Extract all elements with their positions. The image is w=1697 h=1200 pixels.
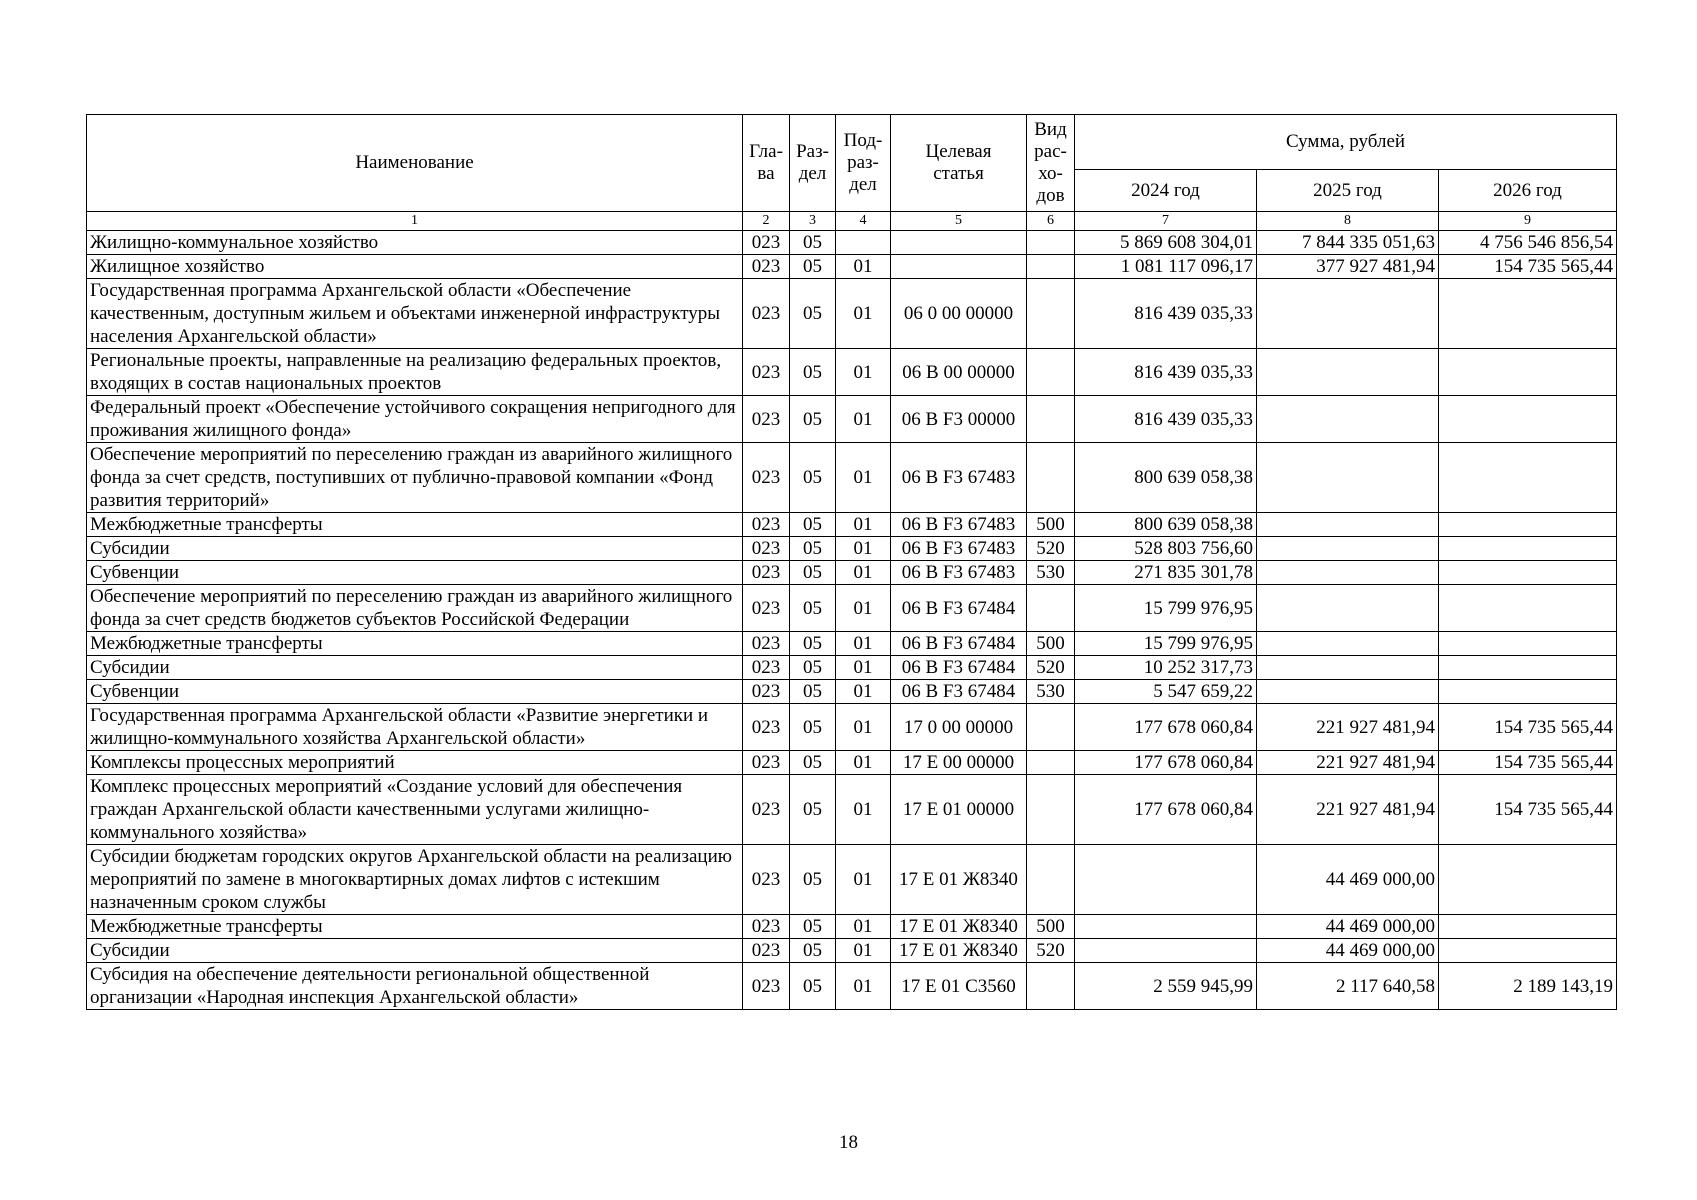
row-sum-2024 (1075, 915, 1257, 939)
row-sum-2024: 177 678 060,84 (1075, 704, 1257, 751)
row-podrazdel: 01 (836, 939, 891, 963)
row-podrazdel: 01 (836, 751, 891, 775)
row-podrazdel: 01 (836, 963, 891, 1010)
header-year-2024: 2024 год (1075, 170, 1257, 212)
row-sum-2025 (1257, 561, 1439, 585)
row-sum-2026: 154 735 565,44 (1439, 751, 1617, 775)
row-sum-2024: 800 639 058,38 (1075, 443, 1257, 513)
row-name: Субсидии (87, 537, 743, 561)
row-sum-2024: 15 799 976,95 (1075, 585, 1257, 632)
row-sum-2025: 377 927 481,94 (1257, 255, 1439, 279)
row-glava: 023 (743, 396, 790, 443)
table-row (87, 915, 1617, 939)
header-podrazdel: Под- раз- дел (836, 115, 891, 212)
row-celevaya-statya: 06 В F3 67484 (891, 585, 1027, 632)
table-row (87, 396, 1617, 443)
row-name: Субвенции (87, 561, 743, 585)
table-row (87, 561, 1617, 585)
row-sum-2026 (1439, 939, 1617, 963)
row-vid-rashodov: 530 (1027, 680, 1075, 704)
row-podrazdel: 01 (836, 680, 891, 704)
row-name: Государственная программа Архангельской области «Обеспечение качественным, доступным жильем и объектами инженерной инфраструктуры населения Архангельской области» (87, 279, 743, 349)
row-name: Обеспечение мероприятий по переселению граждан из аварийного жилищного фонда за счет средств бюджетов субъектов Российской Федерации (87, 585, 743, 632)
row-podrazdel: 01 (836, 255, 891, 279)
row-sum-2024: 5 547 659,22 (1075, 680, 1257, 704)
row-glava: 023 (743, 255, 790, 279)
row-celevaya-statya: 17 Е 00 00000 (891, 751, 1027, 775)
row-razdel: 05 (790, 680, 836, 704)
row-vid-rashodov (1027, 704, 1075, 751)
row-celevaya-statya: 06 0 00 00000 (891, 279, 1027, 349)
header-summa: Сумма, рублей (1075, 115, 1617, 170)
row-razdel: 05 (790, 513, 836, 537)
row-name: Федеральный проект «Обеспечение устойчивого сокращения непригодного для проживания жилищного фонда» (87, 396, 743, 443)
row-sum-2025: 44 469 000,00 (1257, 939, 1439, 963)
row-sum-2024: 5 869 608 304,01 (1075, 231, 1257, 255)
column-number: 9 (1439, 212, 1617, 231)
row-celevaya-statya: 06 В F3 67484 (891, 632, 1027, 656)
column-numbers-row (87, 212, 1617, 231)
row-vid-rashodov (1027, 845, 1075, 915)
budget-table (86, 114, 1617, 1010)
header-year-2025: 2025 год (1257, 170, 1439, 212)
row-vid-rashodov (1027, 585, 1075, 632)
row-sum-2026 (1439, 513, 1617, 537)
row-vid-rashodov: 520 (1027, 656, 1075, 680)
row-name: Комплексы процессных мероприятий (87, 751, 743, 775)
row-sum-2025 (1257, 585, 1439, 632)
row-sum-2026: 4 756 546 856,54 (1439, 231, 1617, 255)
row-sum-2024: 15 799 976,95 (1075, 632, 1257, 656)
column-number: 1 (87, 212, 743, 231)
row-razdel: 05 (790, 775, 836, 845)
row-sum-2025 (1257, 349, 1439, 396)
row-podrazdel (836, 231, 891, 255)
row-sum-2026 (1439, 585, 1617, 632)
row-sum-2026: 154 735 565,44 (1439, 775, 1617, 845)
column-number: 2 (743, 212, 790, 231)
row-name: Региональные проекты, направленные на реализацию федеральных проектов, входящих в состав национальных проектов (87, 349, 743, 396)
column-number: 7 (1075, 212, 1257, 231)
row-celevaya-statya (891, 231, 1027, 255)
row-sum-2025 (1257, 680, 1439, 704)
row-glava: 023 (743, 513, 790, 537)
row-vid-rashodov: 530 (1027, 561, 1075, 585)
column-number: 3 (790, 212, 836, 231)
budget-table-container (86, 114, 1616, 1010)
row-vid-rashodov: 520 (1027, 537, 1075, 561)
row-sum-2026 (1439, 632, 1617, 656)
row-vid-rashodov (1027, 443, 1075, 513)
row-sum-2026: 154 735 565,44 (1439, 255, 1617, 279)
table-row (87, 963, 1617, 1010)
row-sum-2024: 528 803 756,60 (1075, 537, 1257, 561)
header-year-2026: 2026 год (1439, 170, 1617, 212)
table-row (87, 513, 1617, 537)
table-row (87, 632, 1617, 656)
header-celevaya-statya: Целевая статья (891, 115, 1027, 212)
row-podrazdel: 01 (836, 349, 891, 396)
row-name: Межбюджетные трансферты (87, 632, 743, 656)
row-sum-2026 (1439, 561, 1617, 585)
row-sum-2026 (1439, 537, 1617, 561)
row-name: Жилищно-коммунальное хозяйство (87, 231, 743, 255)
row-razdel: 05 (790, 231, 836, 255)
row-glava: 023 (743, 537, 790, 561)
row-name: Субсидии (87, 939, 743, 963)
row-razdel: 05 (790, 704, 836, 751)
row-sum-2025: 44 469 000,00 (1257, 915, 1439, 939)
table-row (87, 231, 1617, 255)
table-row (87, 443, 1617, 513)
row-sum-2024: 800 639 058,38 (1075, 513, 1257, 537)
table-row (87, 751, 1617, 775)
header-glava: Гла- ва (743, 115, 790, 212)
row-celevaya-statya: 06 В F3 67483 (891, 561, 1027, 585)
row-sum-2026 (1439, 396, 1617, 443)
row-sum-2024: 177 678 060,84 (1075, 751, 1257, 775)
row-vid-rashodov (1027, 775, 1075, 845)
row-vid-rashodov: 500 (1027, 513, 1075, 537)
row-sum-2025: 44 469 000,00 (1257, 845, 1439, 915)
row-sum-2025 (1257, 443, 1439, 513)
row-name: Комплекс процессных мероприятий «Создание условий для обеспечения граждан Архангельской области качественными услугами жилищно-коммунального хозяйства» (87, 775, 743, 845)
row-name: Субсидии (87, 656, 743, 680)
column-number: 8 (1257, 212, 1439, 231)
row-vid-rashodov: 500 (1027, 632, 1075, 656)
row-razdel: 05 (790, 255, 836, 279)
row-sum-2024: 1 081 117 096,17 (1075, 255, 1257, 279)
column-number: 4 (836, 212, 891, 231)
row-celevaya-statya: 17 Е 01 Ж8340 (891, 845, 1027, 915)
row-name: Межбюджетные трансферты (87, 513, 743, 537)
row-podrazdel: 01 (836, 775, 891, 845)
table-row (87, 845, 1617, 915)
row-celevaya-statya: 17 Е 01 Ж8340 (891, 939, 1027, 963)
row-sum-2026: 2 189 143,19 (1439, 963, 1617, 1010)
table-row (87, 349, 1617, 396)
table-row (87, 680, 1617, 704)
row-vid-rashodov (1027, 231, 1075, 255)
row-sum-2026 (1439, 845, 1617, 915)
row-sum-2025: 221 927 481,94 (1257, 751, 1439, 775)
row-podrazdel: 01 (836, 513, 891, 537)
row-glava: 023 (743, 231, 790, 255)
row-sum-2025: 221 927 481,94 (1257, 775, 1439, 845)
row-sum-2025 (1257, 279, 1439, 349)
row-podrazdel: 01 (836, 396, 891, 443)
header-vid-rashodov: Вид рас- хо- дов (1027, 115, 1075, 212)
row-glava: 023 (743, 632, 790, 656)
row-celevaya-statya: 06 В F3 67484 (891, 656, 1027, 680)
row-podrazdel: 01 (836, 656, 891, 680)
row-glava: 023 (743, 939, 790, 963)
row-celevaya-statya: 06 В F3 67484 (891, 680, 1027, 704)
table-row (87, 255, 1617, 279)
row-razdel: 05 (790, 396, 836, 443)
row-sum-2025: 221 927 481,94 (1257, 704, 1439, 751)
row-celevaya-statya: 17 Е 01 Ж8340 (891, 915, 1027, 939)
row-vid-rashodov: 520 (1027, 939, 1075, 963)
table-row (87, 656, 1617, 680)
table-row (87, 585, 1617, 632)
row-celevaya-statya: 17 Е 01 00000 (891, 775, 1027, 845)
row-glava: 023 (743, 279, 790, 349)
row-name: Субсидии бюджетам городских округов Архангельской области на реализацию мероприятий по замене в многоквартирных домах лифтов с истекшим назначенным сроком службы (87, 845, 743, 915)
row-sum-2024: 177 678 060,84 (1075, 775, 1257, 845)
table-row (87, 939, 1617, 963)
row-sum-2024: 816 439 035,33 (1075, 279, 1257, 349)
row-podrazdel: 01 (836, 585, 891, 632)
row-name: Субсидия на обеспечение деятельности региональной общественной организации «Народная инспекция Архангельской области» (87, 963, 743, 1010)
table-body (87, 231, 1617, 1010)
row-razdel: 05 (790, 656, 836, 680)
row-razdel: 05 (790, 279, 836, 349)
table-header (87, 115, 1617, 231)
row-vid-rashodov (1027, 255, 1075, 279)
row-glava: 023 (743, 443, 790, 513)
row-sum-2024: 816 439 035,33 (1075, 349, 1257, 396)
row-celevaya-statya: 06 В 00 00000 (891, 349, 1027, 396)
row-glava: 023 (743, 915, 790, 939)
table-row (87, 537, 1617, 561)
row-sum-2025: 2 117 640,58 (1257, 963, 1439, 1010)
row-sum-2025 (1257, 632, 1439, 656)
row-celevaya-statya: 06 В F3 67483 (891, 513, 1027, 537)
row-sum-2025 (1257, 537, 1439, 561)
row-podrazdel: 01 (836, 632, 891, 656)
column-number: 5 (891, 212, 1027, 231)
row-razdel: 05 (790, 561, 836, 585)
row-sum-2025: 7 844 335 051,63 (1257, 231, 1439, 255)
row-glava: 023 (743, 561, 790, 585)
table-row (87, 279, 1617, 349)
row-podrazdel: 01 (836, 704, 891, 751)
row-sum-2024 (1075, 939, 1257, 963)
row-sum-2024: 816 439 035,33 (1075, 396, 1257, 443)
row-sum-2024: 2 559 945,99 (1075, 963, 1257, 1010)
row-razdel: 05 (790, 845, 836, 915)
row-name: Субвенции (87, 680, 743, 704)
row-podrazdel: 01 (836, 845, 891, 915)
row-sum-2025 (1257, 513, 1439, 537)
row-razdel: 05 (790, 537, 836, 561)
row-sum-2024: 10 252 317,73 (1075, 656, 1257, 680)
row-sum-2026 (1439, 349, 1617, 396)
row-razdel: 05 (790, 751, 836, 775)
row-name: Обеспечение мероприятий по переселению граждан из аварийного жилищного фонда за счет средств, поступивших от публично-правовой компании «Фонд развития территорий» (87, 443, 743, 513)
header-name: Наименование (87, 115, 743, 212)
row-podrazdel: 01 (836, 561, 891, 585)
row-razdel: 05 (790, 585, 836, 632)
column-number: 6 (1027, 212, 1075, 231)
row-glava: 023 (743, 349, 790, 396)
row-celevaya-statya: 17 0 00 00000 (891, 704, 1027, 751)
table-row (87, 775, 1617, 845)
row-razdel: 05 (790, 915, 836, 939)
row-vid-rashodov: 500 (1027, 915, 1075, 939)
row-podrazdel: 01 (836, 915, 891, 939)
row-sum-2024: 271 835 301,78 (1075, 561, 1257, 585)
row-sum-2026 (1439, 443, 1617, 513)
row-name: Государственная программа Архангельской области «Развитие энергетики и жилищно-коммунального хозяйства Архангельской области» (87, 704, 743, 751)
row-name: Межбюджетные трансферты (87, 915, 743, 939)
row-vid-rashodov (1027, 349, 1075, 396)
page-number: 18 (839, 1132, 858, 1153)
row-razdel: 05 (790, 939, 836, 963)
row-glava: 023 (743, 775, 790, 845)
row-glava: 023 (743, 751, 790, 775)
row-glava: 023 (743, 585, 790, 632)
row-sum-2026 (1439, 656, 1617, 680)
row-podrazdel: 01 (836, 279, 891, 349)
row-vid-rashodov (1027, 963, 1075, 1010)
row-celevaya-statya: 06 В F3 67483 (891, 443, 1027, 513)
row-glava: 023 (743, 845, 790, 915)
row-sum-2026: 154 735 565,44 (1439, 704, 1617, 751)
row-sum-2026 (1439, 915, 1617, 939)
row-vid-rashodov (1027, 396, 1075, 443)
row-name: Жилищное хозяйство (87, 255, 743, 279)
header-razdel: Раз- дел (790, 115, 836, 212)
row-vid-rashodov (1027, 751, 1075, 775)
row-glava: 023 (743, 704, 790, 751)
row-celevaya-statya (891, 255, 1027, 279)
row-celevaya-statya: 06 В F3 67483 (891, 537, 1027, 561)
row-glava: 023 (743, 680, 790, 704)
row-sum-2026 (1439, 680, 1617, 704)
row-sum-2026 (1439, 279, 1617, 349)
row-celevaya-statya: 06 В F3 00000 (891, 396, 1027, 443)
row-razdel: 05 (790, 963, 836, 1010)
row-sum-2024 (1075, 845, 1257, 915)
row-sum-2025 (1257, 656, 1439, 680)
row-sum-2025 (1257, 396, 1439, 443)
row-podrazdel: 01 (836, 443, 891, 513)
row-celevaya-statya: 17 Е 01 С3560 (891, 963, 1027, 1010)
row-vid-rashodov (1027, 279, 1075, 349)
row-glava: 023 (743, 963, 790, 1010)
row-razdel: 05 (790, 443, 836, 513)
row-glava: 023 (743, 656, 790, 680)
row-razdel: 05 (790, 349, 836, 396)
row-razdel: 05 (790, 632, 836, 656)
row-podrazdel: 01 (836, 537, 891, 561)
table-row (87, 704, 1617, 751)
